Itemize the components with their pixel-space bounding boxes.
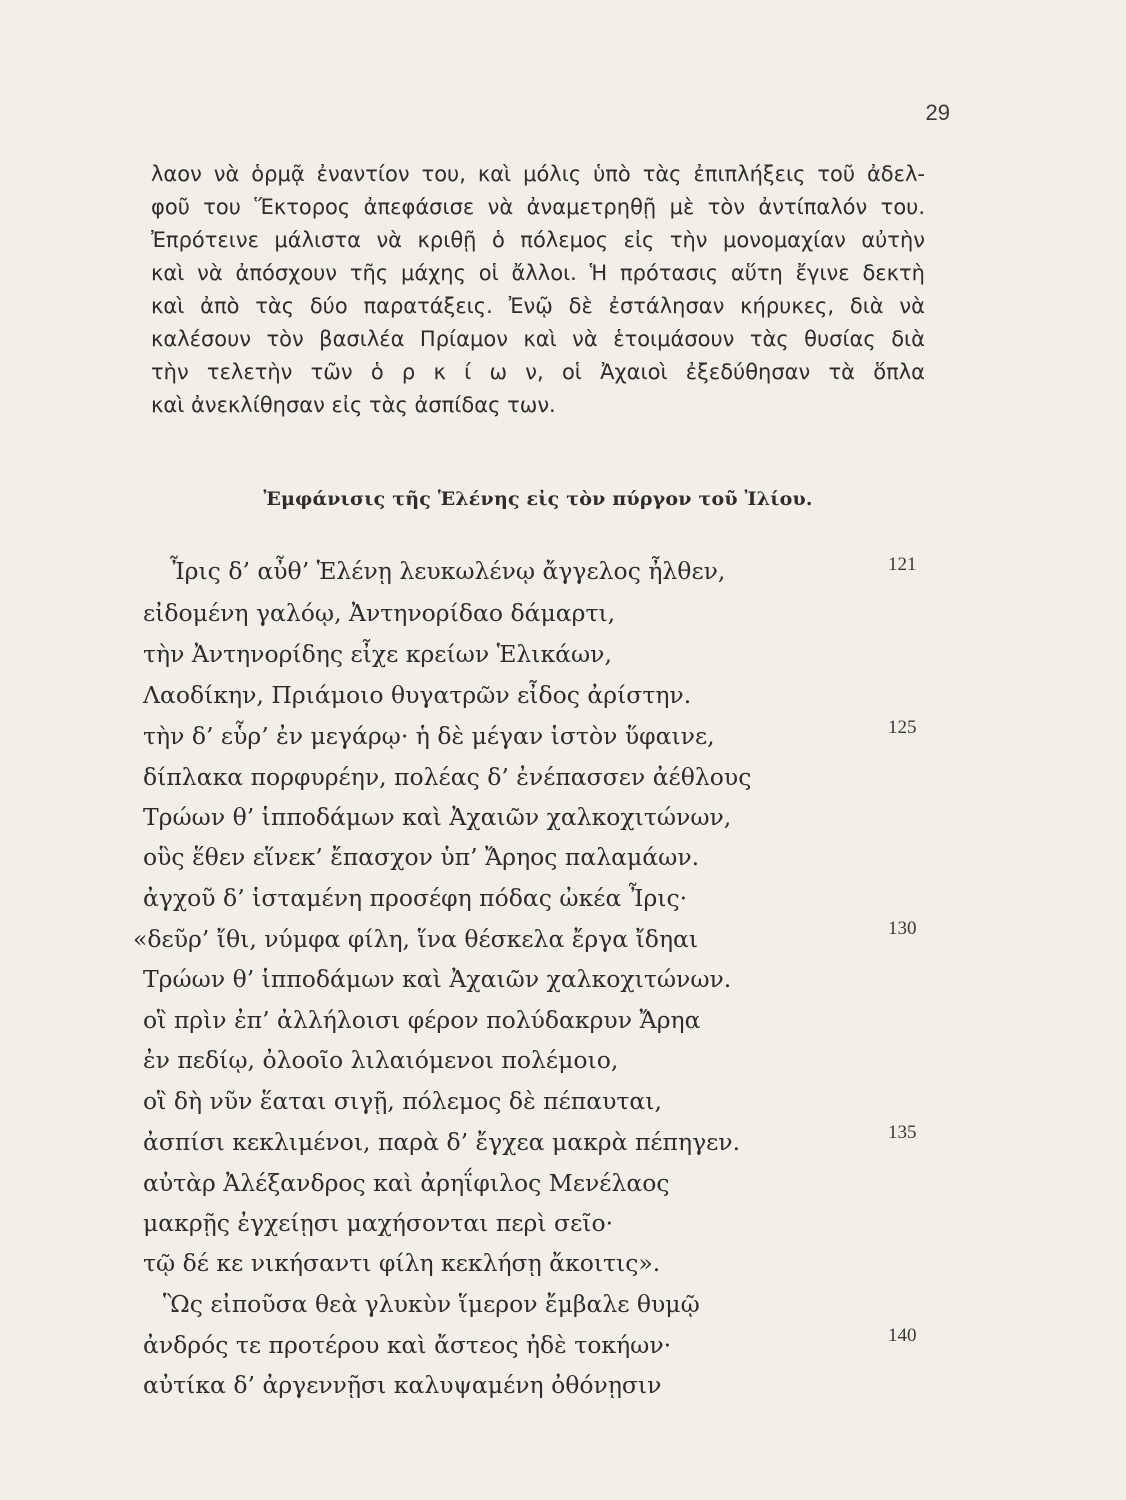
prose-line: καλέσουν τὸν βασιλέα Πρίαμον καὶ νὰ ἑτοιμάσουν τὰς θυσίας διὰ (151, 327, 925, 351)
verse-line: Λαοδίκην, Πριάμοιο θυγατρῶν εἶδος ἀρίστην. (143, 681, 692, 709)
prose-line: καὶ νὰ ἀπόσχουν τῆς μάχης οἱ ἄλλοι. Ἡ πρότασις αὕτη ἔγινε δεκτὴ (151, 261, 925, 285)
verse-line: Ὣς εἰποῦσα θεὰ γλυκὺν ἵμερον ἔμβαλε θυμῷ (163, 1290, 700, 1318)
line-number: 121 (888, 554, 917, 575)
line-number: 140 (888, 1325, 917, 1346)
verse-line: ἀσπίσι κεκλιμένοι, παρὰ δ’ ἔγχεα μακρὰ πέπηγεν. (143, 1128, 741, 1156)
verse-line: οἳ πρὶν ἐπ’ ἀλλήλοισι φέρον πολύδακρυν Ἄρηα (143, 1006, 701, 1034)
prose-line: φοῦ του Ἕκτορος ἀπεφάσισε νὰ ἀναμετρηθῇ μὲ τὸν ἀντίπαλόν του. (151, 195, 925, 219)
verse-line: Ἶρις δ’ αὖθ’ Ἑλένῃ λευκωλένῳ ἄγγελος ἦλθεν, (170, 557, 726, 585)
verse-line: ἐν πεδίῳ, ὀλοοῖο λιλαιόμενοι πολέμοιο, (143, 1046, 619, 1074)
verse-line: οἳ δὴ νῦν ἕαται σιγῇ, πόλεμος δὲ πέπαυται, (143, 1087, 662, 1115)
verse-line: ἀγχοῦ δ’ ἱσταμένη προσέφη πόδας ὠκέα Ἶρις· (143, 884, 688, 912)
prose-line: τὴν τελετὴν τῶν ὁ ρ κ ί ω ν, οἱ Ἀχαιοὶ ἐξεδύθησαν τὰ ὅπλα (151, 360, 925, 384)
line-number: 125 (888, 717, 917, 738)
verse-line: οὓς ἕθεν εἵνεκ’ ἔπασχον ὑπ’ Ἄρηος παλαμάων. (143, 843, 700, 871)
verse-line: δίπλακα πορφυρέην, πολέας δ’ ἐνέπασσεν ἀέθλους (143, 763, 752, 791)
line-number: 130 (888, 918, 917, 939)
prose-line: καὶ ἀπὸ τὰς δύο παρατάξεις. Ἐνῷ δὲ ἐστάλησαν κήρυκες, διὰ νὰ (151, 294, 925, 318)
verse-line: τῷ δέ κε νικήσαντι φίλη κεκλήσῃ ἄκοιτις». (143, 1249, 661, 1277)
section-heading: Ἐμφάνισις τῆς Ἑλένης εἰς τὸν πύργον τοῦ Ἰλίου. (263, 488, 813, 510)
verse-line: μακρῇς ἐγχείῃσι μαχήσονται περὶ σεῖο· (143, 1209, 614, 1237)
verse-line: ἀνδρός τε προτέρου καὶ ἄστεος ἠδὲ τοκήων· (143, 1331, 672, 1359)
page-number: 29 (925, 100, 950, 125)
prose-line: λαον νὰ ὁρμᾷ ἐναντίον του, καὶ μόλις ὑπὸ τὰς ἐπιπλήξεις τοῦ ἀδελ- (151, 162, 925, 186)
verse-line: εἰδομένη γαλόῳ, Ἀντηνορίδαο δάμαρτι, (143, 599, 616, 627)
prose-paragraph (151, 158, 925, 422)
line-number: 135 (888, 1122, 917, 1143)
verse-line: αὐτίκα δ’ ἀργεννῇσι καλυψαμένη ὀθόνῃσιν (143, 1371, 662, 1399)
prose-line: καὶ ἀνεκλίθησαν εἰς τὰς ἀσπίδας των. (151, 393, 556, 417)
verse-line: «δεῦρ’ ἴθι, νύμφα φίλη, ἵνα θέσκελα ἔργα ἴδηαι (133, 925, 699, 953)
verse-line: Τρώων θ’ ἱπποδάμων καὶ Ἀχαιῶν χαλκοχιτώνων. (143, 965, 732, 993)
verse-line: τὴν Ἀντηνορίδης εἶχε κρείων Ἑλικάων, (143, 640, 612, 668)
verse-line: τὴν δ’ εὗρ’ ἐν μεγάρῳ· ἡ δὲ μέγαν ἱστὸν ὕφαινε, (143, 722, 715, 750)
verse-line: Τρώων θ’ ἱπποδάμων καὶ Ἀχαιῶν χαλκοχιτώνων, (143, 803, 732, 831)
prose-line: Ἐπρότεινε μάλιστα νὰ κριθῇ ὁ πόλεμος εἰς τὴν μονομαχίαν αὐτὴν (151, 228, 925, 252)
verse-line: αὐτὰρ Ἀλέξανδρος καὶ ἀρηΐφιλος Μενέλαος (143, 1169, 670, 1197)
